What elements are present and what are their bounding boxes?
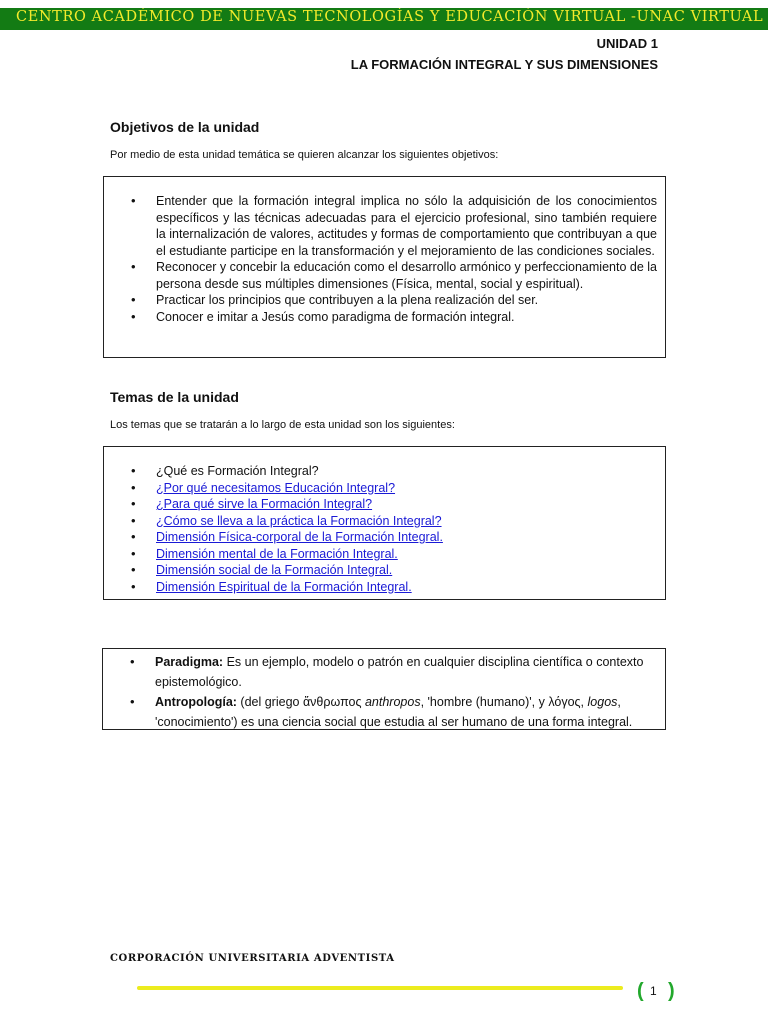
topic-item[interactable] bbox=[104, 480, 657, 497]
glossary-italic: logos bbox=[587, 695, 618, 709]
glossary-definition: Es un ejemplo, modelo o patrón en cualquier disciplina científica o contexto epistemológico. bbox=[155, 655, 644, 689]
glossary-box bbox=[102, 648, 666, 730]
topics-heading: Temas de la unidad bbox=[110, 389, 239, 405]
topic-item[interactable] bbox=[104, 513, 657, 530]
glossary-term: Antropología: bbox=[155, 695, 237, 709]
topic-text: ¿Qué es Formación Integral? bbox=[156, 464, 319, 478]
glossary-italic: anthropos bbox=[364, 695, 421, 709]
objectives-heading: Objetivos de la unidad bbox=[110, 119, 260, 135]
objectives-box bbox=[103, 176, 666, 358]
topic-link[interactable]: Dimensión Espiritual de la Formación Integral. bbox=[156, 579, 412, 594]
page-bracket-open: ( bbox=[637, 980, 644, 1002]
topic-item[interactable] bbox=[104, 562, 657, 579]
objective-item: • Practicar los principios que contribuyen a la plena realización del ser. bbox=[104, 292, 657, 309]
page-number: 1 bbox=[650, 984, 657, 998]
topic-item[interactable] bbox=[104, 529, 657, 546]
topic-item[interactable] bbox=[104, 496, 657, 513]
objectives-list bbox=[104, 177, 665, 325]
footer-line bbox=[137, 986, 623, 990]
page-bracket-close: ) bbox=[668, 980, 675, 1002]
topics-list bbox=[104, 447, 665, 595]
topic-link[interactable]: ¿Cómo se lleva a la práctica la Formación Integral? bbox=[156, 513, 442, 528]
topic-link[interactable]: Dimensión mental de la Formación Integral. bbox=[156, 546, 398, 561]
glossary-term: Paradigma: bbox=[155, 655, 224, 669]
glossary-item-antropologia bbox=[103, 692, 657, 732]
topic-item[interactable] bbox=[104, 546, 657, 563]
glossary-definition: (del griego ἄνθρωπος bbox=[236, 695, 365, 709]
glossary-item-paradigma bbox=[103, 652, 657, 692]
glossary-definition: , 'hombre (humano)', y λόγος, bbox=[420, 695, 588, 709]
topic-link[interactable]: ¿Para qué sirve la Formación Integral? bbox=[156, 497, 373, 511]
topic-item bbox=[104, 463, 657, 480]
topic-link[interactable]: Dimensión Física-corporal de la Formación Integral. bbox=[156, 530, 443, 544]
footer-organization: CORPORACIÓN UNIVERSITARIA ADVENTISTA bbox=[110, 953, 395, 964]
objective-item: • Conocer e imitar a Jesús como paradigma de formación integral. bbox=[104, 309, 657, 326]
topic-link[interactable]: Dimensión social de la Formación Integral. bbox=[156, 563, 393, 577]
topics-box bbox=[103, 446, 666, 600]
unit-title: LA FORMACIÓN INTEGRAL Y SUS DIMENSIONES bbox=[350, 57, 658, 72]
objective-item: • Reconocer y concebir la educación como el desarrollo armónico y perfeccionamiento de la persona desde sus múltiples dimensiones (Física, mental, social y espiritual). bbox=[104, 259, 657, 292]
glossary-list bbox=[103, 649, 665, 732]
objective-item: • Entender que la formación integral implica no sólo la adquisición de los conocimientos específicos y las técnicas adecuadas para el ejercicio profesional, sino también requiere la internalización de valores, actitudes y formas de comportamiento que contribuyan a que el estudiante participe en la transformación y el mejoramiento de las condiciones sociales. bbox=[104, 193, 657, 259]
objectives-intro: Por medio de esta unidad temática se quieren alcanzar los siguientes objetivos: bbox=[110, 149, 499, 161]
header-banner bbox=[0, 8, 768, 30]
topics-intro: Los temas que se tratarán a lo largo de esta unidad son los siguientes: bbox=[110, 419, 455, 431]
topic-link[interactable]: ¿Por qué necesitamos Educación Integral? bbox=[156, 480, 396, 495]
glossary-definition: , 'conocimiento') es una ciencia social que estudia al ser humano de una forma integral. bbox=[155, 695, 633, 729]
banner-title: CENTRO ACADÉMICO DE NUEVAS TECNOLOGÍAS Y EDUCACIÓN VIRTUAL -UNAC VIRTUAL bbox=[16, 9, 764, 25]
unit-label: UNIDAD 1 bbox=[596, 36, 658, 51]
topic-item[interactable] bbox=[104, 579, 657, 596]
